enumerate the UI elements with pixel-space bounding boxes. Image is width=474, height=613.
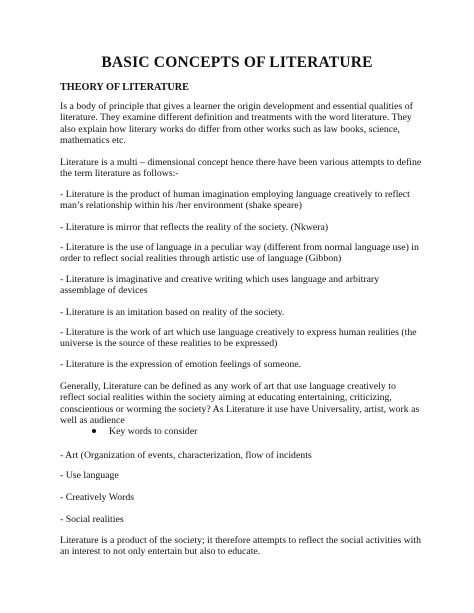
definition-emotion: - Literature is the expression of emotion feelings of someone.	[60, 359, 302, 370]
key-word-creatively: - Creatively Words	[60, 492, 135, 503]
closing-paragraph: Literature is a product of the society; it therefore attempts to reflect the social activities with an interest to not only entertain but also to educate.	[60, 535, 421, 558]
key-word-social-realities: - Social realities	[60, 514, 124, 525]
key-word-art: - Art (Organization of events, characterization, flow of incidents	[60, 450, 312, 461]
document-title: BASIC CONCEPTS OF LITERATURE	[101, 54, 373, 71]
definition-imitation: - Literature is an imitation based on reality of the society.	[60, 307, 285, 318]
definition-work-of-art: - Literature is the work of art which use language creatively to express human realities (the universe is the source of these realities to be expressed)	[60, 327, 417, 350]
definition-gibbon: - Literature is the use of language in a peculiar way (different from normal language use) in order to reflect social realities through artistic use of language (Gibbon)	[60, 242, 419, 265]
key-words-label: Key words to consider	[109, 426, 198, 437]
definition-nkwera: - Literature is mirror that reflects the reality of the society. (Nkwera)	[60, 222, 329, 233]
bullet-icon	[92, 429, 96, 433]
general-definition-paragraph: Generally, Literature can be defined as any work of art that use language creatively to reflect social realities within the society aiming at educating entertaining, criticizing, conscientious or worming the society? As Literature it use have Universality, artist, work as well as audience	[60, 381, 420, 427]
key-word-language: - Use language	[60, 470, 119, 481]
intro-paragraph: Is a body of principle that gives a learner the origin development and essential qualities of literature. They examine different definition and treatments with the word literature. They also explain how literary works do differ from other works such as law books, science, mathematics etc.	[60, 101, 413, 147]
definition-imaginative: - Literature is imaginative and creative writing which uses language and arbitrary assemblage of devices	[60, 274, 380, 297]
key-words-bullet	[92, 426, 197, 437]
section-heading: THEORY OF LITERATURE	[60, 82, 189, 93]
definition-shakespeare: - Literature is the product of human imagination employing language creatively to reflect man’s relationship within his /her environment (shake speare)	[60, 189, 410, 212]
definition-intro-paragraph: Literature is a multi – dimensional concept hence there have been various attempts to define the term literature as follows:-	[60, 157, 422, 180]
